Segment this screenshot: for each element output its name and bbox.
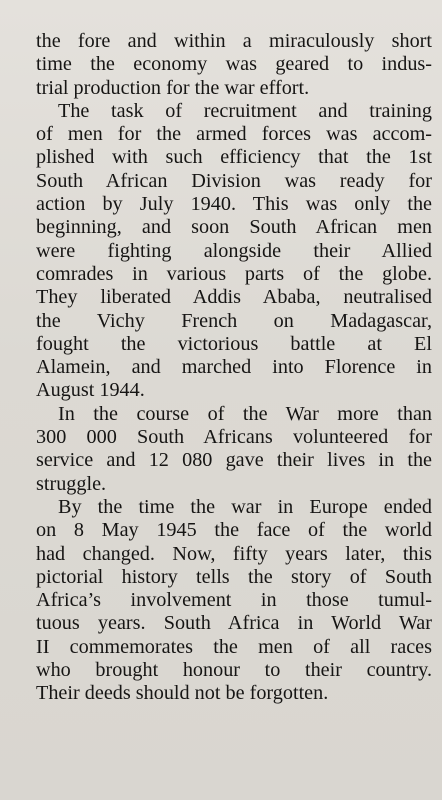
text-line: South African Division was ready for	[36, 169, 432, 192]
text-line: II commemorates the men of all races	[36, 635, 432, 658]
text-line: time the economy was geared to indus-	[36, 53, 432, 76]
text-line: fought the victorious battle at El	[36, 332, 432, 355]
text-line: August 1944.	[36, 379, 145, 402]
text-line: tuous years. South Africa in World War	[36, 612, 432, 635]
text-line: on 8 May 1945 the face of the world	[36, 519, 432, 542]
text-line: Africa’s involvement in those tumul-	[36, 589, 432, 612]
text-line: the Vichy French on Madagascar,	[36, 309, 432, 332]
text-line: Their deeds should not be forgotten.	[36, 682, 329, 705]
text-line: action by July 1940. This was only the	[36, 193, 432, 216]
paragraph-3	[36, 403, 432, 496]
text-line: struggle.	[36, 472, 107, 495]
text-line: pictorial history tells the story of South	[36, 565, 432, 588]
text-line: In the course of the War more than	[58, 402, 432, 425]
text-line: trial production for the war effort.	[36, 76, 310, 99]
text-line: By the time the war in Europe ended	[58, 495, 432, 518]
paragraph-2	[36, 100, 432, 403]
text-line: plished with such efficiency that the 1st	[36, 146, 432, 169]
paragraph-4	[36, 496, 432, 706]
text-line: The task of recruitment and training	[58, 99, 432, 122]
text-line: Alamein, and marched into Florence in	[36, 356, 432, 379]
text-line: comrades in various parts of the globe.	[36, 262, 432, 285]
text-line: who brought honour to their country.	[36, 659, 432, 682]
text-line: beginning, and soon South African men	[36, 216, 432, 239]
text-line: the fore and within a miraculously short	[36, 30, 432, 52]
text-line: They liberated Addis Ababa, neutralised	[36, 286, 432, 309]
text-line: were fighting alongside their Allied	[36, 239, 432, 262]
text-line: of men for the armed forces was accom-	[36, 123, 432, 146]
text-line: service and 12 080 gave their lives in the	[36, 449, 432, 472]
paragraph-1	[36, 30, 432, 100]
text-line: had changed. Now, fifty years later, this	[36, 542, 432, 565]
text-line: 300 000 South Africans volunteered for	[36, 426, 432, 449]
